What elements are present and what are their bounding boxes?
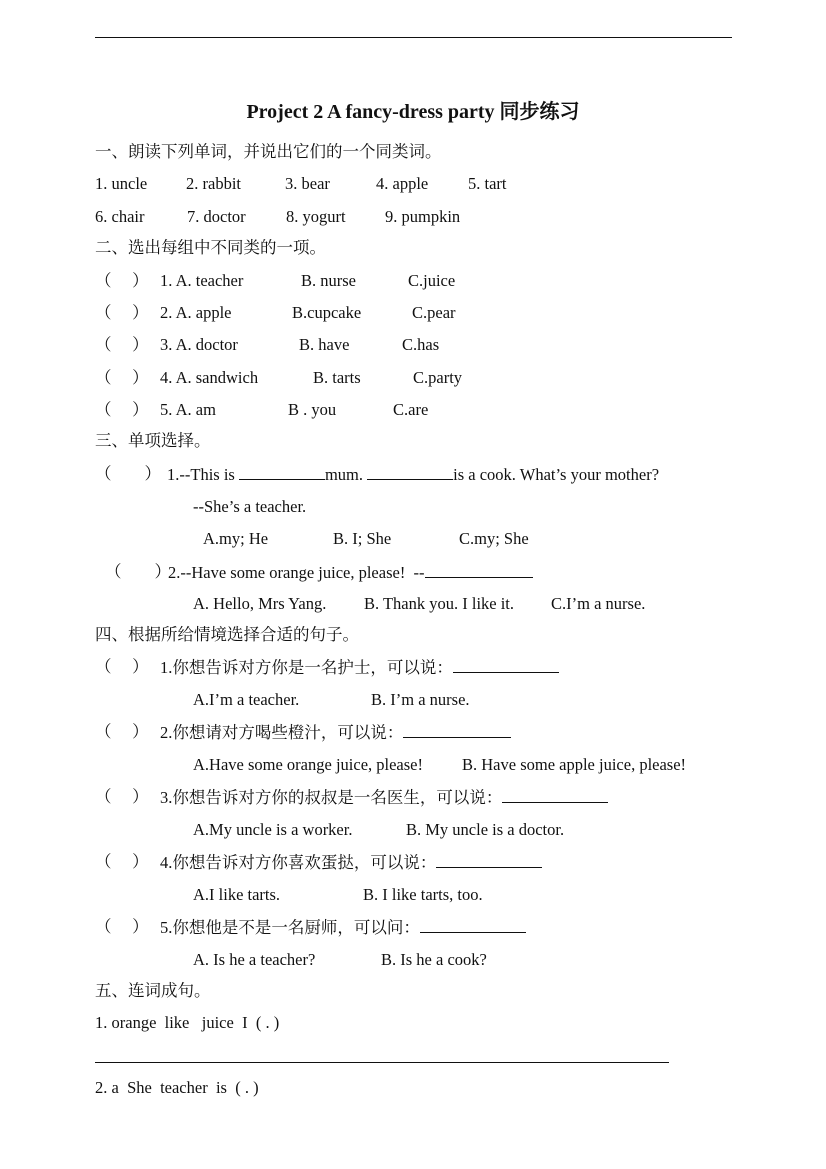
- s2-q3-a: 3. A. doctor: [160, 335, 238, 354]
- s4-q3-a: A.My uncle is a worker.: [193, 820, 353, 839]
- word-7: 7. doctor: [187, 207, 246, 226]
- header-rule: [95, 37, 732, 38]
- s4-q5-question: 5.你想他是不是一名厨师，可以问：: [160, 918, 420, 937]
- word-4: 4. apple: [376, 174, 429, 193]
- s2-q5-paren: （ ）: [95, 400, 149, 419]
- page-title: Project 2 A fancy-dress party 同步练习: [246, 101, 580, 123]
- s4-q1-a: A.I’m a teacher.: [193, 690, 300, 709]
- s4-q3-question: 3.你想告诉对方你的叔叔是一名医生，可以说：: [160, 788, 503, 807]
- s2-q3-c: C.has: [402, 335, 440, 354]
- s2-q1-paren: （ ）: [95, 271, 149, 290]
- s2-q5-c: C.are: [393, 400, 429, 419]
- s2-q2-paren: （ ）: [95, 303, 149, 322]
- s2-q4-c: C.party: [413, 368, 463, 387]
- s3-q1-blank2[interactable]: [367, 464, 453, 480]
- word-1: 1. uncle: [95, 174, 148, 193]
- word-9: 9. pumpkin: [385, 207, 461, 226]
- word-5: 5. tart: [468, 174, 507, 193]
- s2-q1-c: C.juice: [408, 271, 456, 290]
- s4-q4-blank[interactable]: [436, 852, 542, 868]
- s3-q1-c: C.my; She: [459, 529, 529, 548]
- s4-q5-b: B. Is he a cook?: [381, 950, 487, 969]
- s4-q1-b: B. I’m a nurse.: [371, 690, 470, 709]
- s4-q4-a: A.I like tarts.: [193, 885, 281, 904]
- section4-heading: 四、根据所给情境选择合适的句子。: [95, 625, 359, 644]
- s2-q3-b: B. have: [299, 335, 350, 354]
- word-3: 3. bear: [285, 174, 330, 193]
- s3-q2-stem: [168, 562, 533, 583]
- s3-q2-part1: 2.--Have some orange juice, please! --: [168, 563, 425, 582]
- s4-q3-blank[interactable]: [502, 787, 608, 803]
- s4-q5-paren: （ ）: [95, 917, 149, 936]
- s2-q2-c: C.pear: [412, 303, 456, 322]
- s2-q1-a: 1. A. teacher: [160, 271, 244, 290]
- s5-q1-answer-line[interactable]: [95, 1062, 669, 1063]
- s4-q4-question: 4.你想告诉对方你喜欢蛋挞，可以说：: [160, 853, 437, 872]
- s3-q2-paren: （ ）: [105, 562, 171, 581]
- s4-q3-stem: [160, 787, 608, 808]
- s3-q1-stem: [167, 464, 659, 485]
- s4-q1-question: 1.你想告诉对方你是一名护士，可以说：: [160, 658, 453, 677]
- s3-q1-a: A.my; He: [203, 529, 269, 548]
- s4-q2-paren: （ ）: [95, 722, 149, 741]
- s2-q3-paren: （ ）: [95, 335, 149, 354]
- s3-q1-blank1[interactable]: [239, 464, 325, 480]
- s3-q2-blank[interactable]: [425, 562, 533, 578]
- section3-heading: 三、单项选择。: [95, 431, 211, 450]
- s4-q1-blank[interactable]: [453, 657, 559, 673]
- s3-q1-paren: （ ）: [95, 464, 161, 483]
- s3-q1-b: B. I; She: [333, 529, 392, 548]
- s2-q4-b: B. tarts: [313, 368, 361, 387]
- s4-q2-stem: [160, 722, 511, 743]
- s4-q4-b: B. I like tarts, too.: [363, 885, 483, 904]
- s2-q1-b: B. nurse: [301, 271, 356, 290]
- s4-q1-paren: （ ）: [95, 657, 149, 676]
- s3-q2-c: C.I’m a nurse.: [551, 594, 646, 613]
- s3-q1-line2: --She’s a teacher.: [193, 497, 307, 516]
- s4-q1-stem: [160, 657, 559, 678]
- s2-q5-b: B . you: [288, 400, 337, 419]
- s5-q1: 1. orange like juice I ( . ): [95, 1013, 280, 1032]
- section2-heading: 二、选出每组中不同类的一项。: [95, 238, 326, 257]
- s3-q1-part2: mum.: [324, 465, 368, 484]
- section1-heading: 一、朗读下列单词，并说出它们的一个同类词。: [95, 142, 442, 161]
- s4-q5-a: A. Is he a teacher?: [193, 950, 316, 969]
- s2-q4-a: 4. A. sandwich: [160, 368, 259, 387]
- s4-q3-paren: （ ）: [95, 787, 149, 806]
- s3-q1-part3: is a cook. What’s your mother?: [453, 465, 660, 484]
- s3-q2-a: A. Hello, Mrs Yang.: [193, 594, 327, 613]
- section5-heading: 五、连词成句。: [95, 981, 211, 1000]
- word-6: 6. chair: [95, 207, 145, 226]
- word-2: 2. rabbit: [186, 174, 241, 193]
- s4-q2-blank[interactable]: [403, 722, 511, 738]
- s2-q5-a: 5. A. am: [160, 400, 216, 419]
- s4-q5-blank[interactable]: [420, 917, 526, 933]
- s3-q1-part1: 1.--This is: [167, 465, 239, 484]
- s2-q2-a: 2. A. apple: [160, 303, 232, 322]
- s4-q4-stem: [160, 852, 542, 873]
- s4-q2-b: B. Have some apple juice, please!: [462, 755, 687, 774]
- s3-q2-b: B. Thank you. I like it.: [364, 594, 515, 613]
- s4-q4-paren: （ ）: [95, 852, 149, 871]
- s4-q5-stem: [160, 917, 526, 938]
- s4-q2-question: 2.你想请对方喝些橙汁，可以说：: [160, 723, 404, 742]
- s4-q2-a: A.Have some orange juice, please!: [193, 755, 423, 774]
- word-8: 8. yogurt: [286, 207, 346, 226]
- s5-q2: 2. a She teacher is ( . ): [95, 1078, 259, 1097]
- s2-q4-paren: （ ）: [95, 368, 149, 387]
- s2-q2-b: B.cupcake: [292, 303, 362, 322]
- s4-q3-b: B. My uncle is a doctor.: [406, 820, 565, 839]
